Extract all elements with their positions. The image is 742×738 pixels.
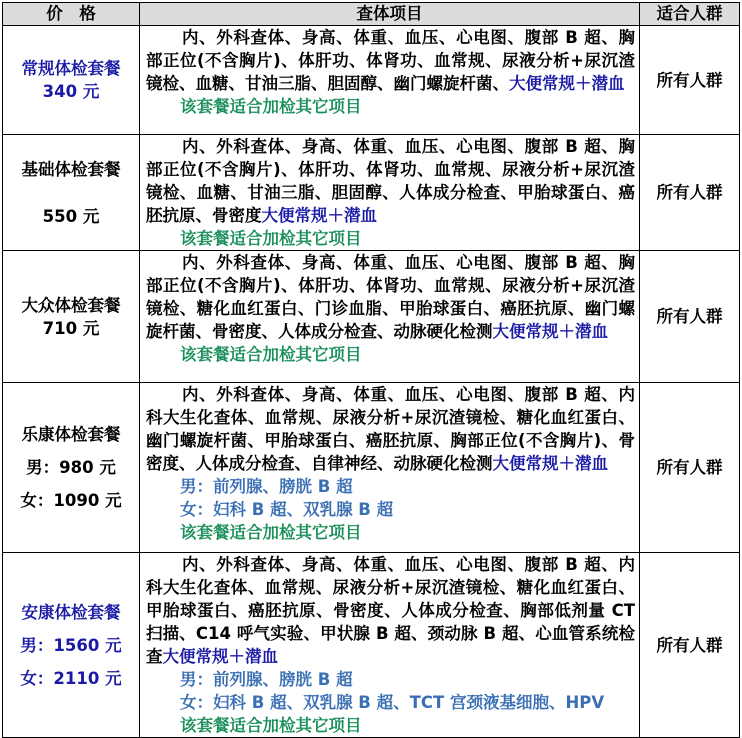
table-row: [3, 135, 740, 251]
package-price-male: 男：1560 元: [20, 635, 122, 655]
addon-note: 该套餐适合加检其它项目: [180, 523, 362, 542]
package-items: 内、外科查体、身高、体重、血压、心电图、腹部 B 超、胸部正位(不含胸片)、体肝功、体肾功、血常规、尿液分析+尿沉渣镜检、血糖、甘油三脂、胆固醇、人体成分检查、甲胎球蛋白、癌胚抗原、骨密度: [146, 137, 635, 225]
crowd-cell: 所有人群: [640, 26, 740, 135]
package-price: 340 元: [42, 82, 100, 101]
male-extra: 男：前列腺、膀胱 B 超: [180, 477, 353, 496]
package-name: 常规体检套餐: [21, 59, 121, 78]
package-name: 基础体检套餐: [21, 159, 121, 179]
crowd-cell: 所有人群: [640, 251, 740, 383]
package-items-cell: [140, 383, 640, 553]
addon-note: 该套餐适合加检其它项目: [180, 97, 362, 116]
package-items-cell: [140, 251, 640, 383]
package-items: 内、外科查体、身高、体重、血压、心电图、腹部 B 超、内科大生化查体、血常规、尿液分析+尿沉渣镜检、糖化血红蛋白、甲胎球蛋白、癌胚抗原、骨密度、人体成分检查、胸部低剂量 CT 扫描、C14 呼气实验、甲状腺 B 超、颈动脉 B 超、心血管系统检查: [146, 555, 635, 666]
package-price-male: 男：980 元: [26, 458, 116, 477]
package-name: 大众体检套餐: [21, 295, 121, 315]
package-price: 550 元: [42, 206, 100, 226]
stool-test: 大便常规＋潜血: [509, 74, 625, 93]
female-extra: 女：妇科 B 超、双乳腺 B 超: [180, 500, 394, 519]
package-name: 乐康体检套餐: [21, 425, 121, 444]
package-name-cell: [3, 135, 140, 251]
package-name-cell: [3, 26, 140, 135]
header-price: 价 格: [3, 3, 140, 26]
crowd-cell: 所有人群: [640, 383, 740, 553]
table-row: [3, 26, 740, 135]
package-items-cell: [140, 553, 640, 738]
package-price: 710 元: [42, 318, 100, 338]
package-name-cell: [3, 251, 140, 383]
package-name-cell: [3, 553, 140, 738]
package-name: 安康体检套餐: [21, 602, 121, 622]
header-crowd: 适合人群: [640, 3, 740, 26]
addon-note: 该套餐适合加检其它项目: [180, 716, 362, 735]
male-extra: 男：前列腺、膀胱 B 超: [180, 670, 353, 689]
package-items-cell: [140, 135, 640, 251]
table-row: [3, 383, 740, 553]
header-row: [3, 3, 740, 26]
stool-test: 大便常规＋潜血: [162, 647, 278, 666]
stool-test: 大便常规＋潜血: [492, 322, 608, 341]
package-price-female: 女：1090 元: [20, 491, 122, 510]
stool-test: 大便常规＋潜血: [492, 454, 608, 473]
addon-note: 该套餐适合加检其它项目: [180, 229, 362, 248]
stool-test: 大便常规＋潜血: [261, 206, 377, 225]
table-row: [3, 553, 740, 738]
package-items-cell: [140, 26, 640, 135]
header-items: 查体项目: [140, 3, 640, 26]
crowd-cell: 所有人群: [640, 553, 740, 738]
package-price-female: 女：2110 元: [20, 668, 122, 688]
package-table: [2, 2, 740, 738]
package-name-cell: [3, 383, 140, 553]
addon-note: 该套餐适合加检其它项目: [180, 345, 362, 364]
crowd-cell: 所有人群: [640, 135, 740, 251]
package-items: 内、外科查体、身高、体重、血压、心电图、腹部 B 超、胸部正位(不含胸片)、体肝功、体肾功、血常规、尿液分析+尿沉渣镜检、糖化血红蛋白、门诊血脂、甲胎球蛋白、癌胚抗原、幽门螺旋杆菌、骨密度、人体成分检查、动脉硬化检测: [146, 253, 635, 341]
package-items: 内、外科查体、身高、体重、血压、心电图、腹部 B 超、胸部正位(不含胸片)、体肝功、体肾功、血常规、尿液分析+尿沉渣镜检、血糖、甘油三脂、胆固醇、幽门螺旋杆菌、: [146, 28, 635, 93]
table-row: [3, 251, 740, 383]
package-items: 内、外科查体、身高、体重、血压、心电图、腹部 B 超、内科大生化查体、血常规、尿液分析+尿沉渣镜检、糖化血红蛋白、幽门螺旋杆菌、甲胎球蛋白、癌胚抗原、胸部正位(不含胸片)、骨密度、人体成分检查、自律神经、动脉硬化检测: [146, 385, 635, 473]
female-extra: 女：妇科 B 超、双乳腺 B 超、TCT 宫颈液基细胞、HPV: [180, 693, 605, 712]
